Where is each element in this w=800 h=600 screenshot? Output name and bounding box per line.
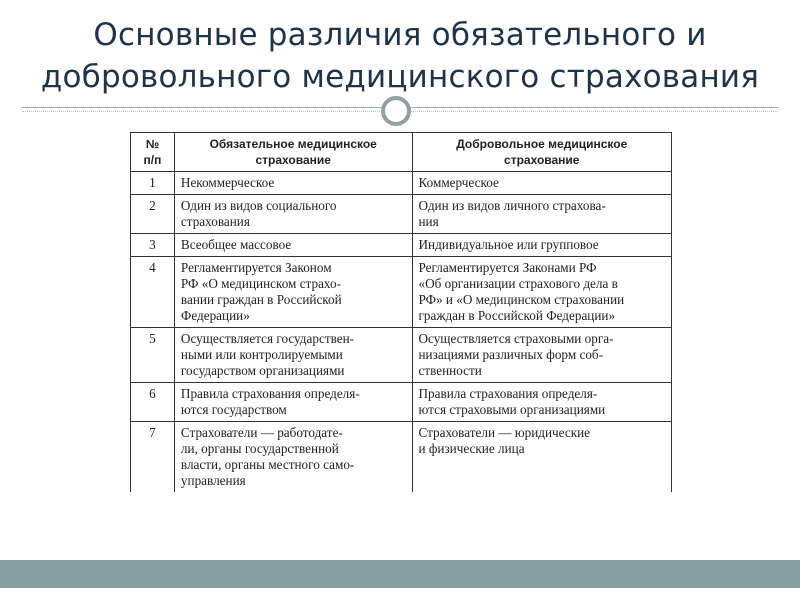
- table-row: [131, 383, 672, 422]
- row-number: 4: [131, 257, 175, 328]
- table-row: [131, 422, 672, 493]
- cell-mandatory: Страхователи — работодате- ли, органы государственной власти, органы местного само- управления: [174, 422, 412, 493]
- row-number: 5: [131, 328, 175, 383]
- cell-voluntary: Страхователи — юридические и физические лица: [412, 422, 672, 493]
- title-line-2: добровольного медицинского страхования: [40, 59, 760, 95]
- cell-voluntary: Индивидуальное или групповое: [412, 234, 672, 257]
- row-number: 7: [131, 422, 175, 493]
- header-mandatory-insurance: Обязательное медицинское страхование: [174, 133, 412, 172]
- table-row: [131, 234, 672, 257]
- header-voluntary-insurance: Добровольное медицинское страхование: [412, 133, 672, 172]
- cell-mandatory: Осуществляется государствен- ными или контролируемыми государством организациями: [174, 328, 412, 383]
- table-row: [131, 257, 672, 328]
- table-row: [131, 195, 672, 234]
- row-number: 6: [131, 383, 175, 422]
- title-line-1: Основные различия обязательного и: [93, 17, 707, 53]
- cell-mandatory: Некоммерческое: [174, 172, 412, 195]
- cell-mandatory: Правила страхования определя- ются государством: [174, 383, 412, 422]
- row-number: 1: [131, 172, 175, 195]
- row-number: 3: [131, 234, 175, 257]
- cell-mandatory: Регламентируется Законом РФ «О медицинском страхо- вании граждан в Российской Федерации»: [174, 257, 412, 328]
- footer-bar: [0, 560, 800, 588]
- divider-circle-ornament: [381, 96, 411, 126]
- table-row: [131, 328, 672, 383]
- cell-voluntary: Правила страхования определя- ются страховыми организациями: [412, 383, 672, 422]
- cell-voluntary: Один из видов личного страхова- ния: [412, 195, 672, 234]
- header-number: № п/п: [131, 133, 175, 172]
- table-row: [131, 172, 672, 195]
- table-header-row: [131, 133, 672, 172]
- cell-voluntary: Осуществляется страховыми орга- низациями различных форм соб- ственности: [412, 328, 672, 383]
- cell-voluntary: Коммерческое: [412, 172, 672, 195]
- cell-mandatory: Один из видов социального страхования: [174, 195, 412, 234]
- comparison-table-container: [130, 132, 672, 492]
- cell-voluntary: Регламентируется Законами РФ «Об организации страхового дела в РФ» и «О медицинском страховании граждан в Российской Федерации»: [412, 257, 672, 328]
- row-number: 2: [131, 195, 175, 234]
- slide-title: [0, 14, 800, 98]
- comparison-table: [130, 132, 672, 492]
- cell-mandatory: Всеобщее массовое: [174, 234, 412, 257]
